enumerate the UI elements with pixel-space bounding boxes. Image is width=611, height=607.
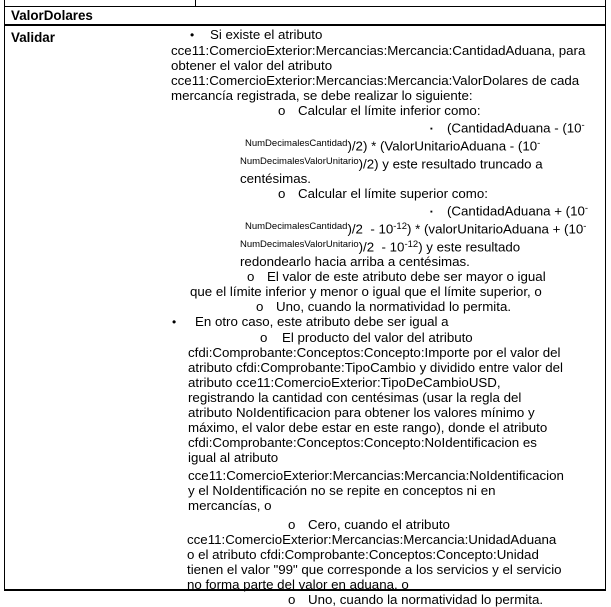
- line-text: El valor de este atributo debe ser mayor o igual: [267, 269, 546, 284]
- line-text: Si existe el atributo: [210, 27, 323, 42]
- superscript-text: NumDecimalesCantidad: [245, 138, 348, 149]
- line-text: cce11:ComercioExterior:Mercancias:Mercancia:UnidadAduana: [187, 532, 557, 547]
- superscript-text: NumDecimalesValorUnitario: [240, 155, 359, 167]
- row-label: Validar: [11, 30, 55, 45]
- list-marker: o: [247, 269, 255, 284]
- content-line: [187, 577, 605, 592]
- content-line: [188, 375, 605, 390]
- content-line: [288, 517, 605, 532]
- content-line: [171, 58, 605, 73]
- list-marker: •: [190, 28, 195, 42]
- content-line: [247, 269, 605, 284]
- content-line: [245, 219, 605, 237]
- line-text: Uno, cuando la normatividad lo permita.: [276, 299, 512, 314]
- list-marker: o: [256, 299, 264, 314]
- content-line: [188, 390, 605, 405]
- content-line: [190, 27, 605, 43]
- line-text: )/2) * (ValorUnitarioAduana - (10: [347, 138, 538, 154]
- content-line: [187, 547, 605, 562]
- line-text: Cero, cuando el atributo: [308, 517, 450, 532]
- validation-table: [4, 0, 606, 607]
- content-line: [188, 498, 605, 513]
- line-text: cce11:ComercioExterior:Mercancias:Mercancia:ValorDolares de cada: [171, 73, 580, 88]
- line-text: En otro caso, este atributo debe ser igual a: [195, 314, 449, 329]
- previous-row-sliver: [5, 0, 605, 7]
- content-line: [188, 405, 605, 420]
- content-line: [256, 299, 605, 314]
- line-text: ) * (valorUnitarioAduana + (10: [407, 221, 584, 237]
- list-marker: ▪: [430, 124, 433, 133]
- superscript-text: -: [583, 221, 587, 232]
- line-text: El producto del valor del atributo: [282, 330, 473, 345]
- line-text: )/2 - 10: [347, 221, 394, 237]
- content-line: [172, 314, 605, 330]
- column-divider: [195, 0, 196, 6]
- list-marker: o: [260, 330, 268, 345]
- line-text: Calcular el límite inferior como:: [298, 103, 481, 118]
- content-line: [188, 420, 605, 435]
- content-line: [240, 237, 605, 255]
- line-text: Calcular el límite superior como:: [298, 186, 488, 201]
- line-text: o el atributo cfdi:Comprobante:Conceptos:Concepto:Unidad: [187, 547, 539, 562]
- line-text: máximo, el valor debe estar en este rango), donde el atributo: [188, 420, 548, 435]
- line-text: )/2) y este resultado truncado a: [358, 156, 543, 171]
- content-line: [171, 43, 605, 58]
- content-line: [188, 360, 605, 375]
- line-text: (CantidadAduana + (10: [447, 203, 585, 219]
- line-text: cce11:ComercioExterior:Mercancias:Mercancia:CantidadAduana, para: [171, 43, 586, 58]
- content-line: [430, 201, 605, 219]
- content-line: [260, 330, 605, 345]
- content-line: [240, 154, 605, 172]
- list-marker: ▪: [430, 207, 433, 216]
- row-label-cell: [5, 26, 168, 590]
- content-line: [171, 88, 605, 103]
- line-text: tienen el valor "99" que corresponde a los servicios y el servicio: [187, 562, 562, 577]
- line-text: )/2 - 10: [358, 239, 405, 254]
- line-text: y el NoIdentificación no se repite en conceptos ni en: [188, 483, 496, 498]
- content-line: [245, 136, 605, 154]
- line-text: obtener el valor del atributo: [171, 58, 333, 73]
- content-line: [171, 73, 605, 88]
- list-marker: o: [288, 592, 296, 607]
- content-line: [188, 450, 605, 465]
- content-line: [188, 345, 605, 360]
- line-text: registrando la cantidad con centésimas (usar la regla del: [188, 390, 522, 405]
- line-text: atributo NoIdentificacion para obtener los valores mínimo y: [188, 405, 535, 420]
- line-text: cfdi:Comprobante:Conceptos:Concepto:Importe por el valor del: [188, 345, 561, 360]
- line-text: ) y este resultado: [418, 239, 521, 254]
- line-text: que el límite inferior y menor o igual que el límite superior, o: [190, 284, 542, 299]
- content-line: [278, 103, 605, 118]
- list-marker: o: [278, 103, 286, 118]
- content-line: [240, 254, 605, 269]
- content-line: [190, 284, 605, 299]
- content-line: [288, 592, 605, 607]
- line-text: centésimas.: [240, 171, 311, 186]
- content-line: [430, 118, 605, 136]
- line-text: mercancías, o: [188, 498, 272, 513]
- line-text: igual al atributo: [188, 450, 279, 465]
- line-text: no forma parte del valor en aduana, o: [187, 577, 409, 592]
- list-marker: o: [288, 517, 296, 532]
- superscript-text: -: [537, 138, 541, 149]
- content-cell: [168, 26, 605, 607]
- table-body-row: [5, 26, 605, 607]
- line-text: (CantidadAduana - (10: [447, 120, 582, 136]
- superscript-text: -: [584, 203, 589, 214]
- content-line: [278, 186, 605, 201]
- line-text: mercancía registrada, se debe realizar lo siguiente:: [171, 88, 473, 103]
- superscript-text: NumDecimalesCantidad: [245, 221, 348, 232]
- content-line: [187, 532, 605, 547]
- content-line: [188, 435, 605, 450]
- content-line: [188, 483, 605, 498]
- attribute-name-header: ValorDolares: [11, 8, 93, 23]
- line-text: cfdi:Comprobante:Conceptos:Concepto:NoIdentificacion es: [188, 435, 537, 450]
- content-line: [187, 562, 605, 577]
- superscript-text: -: [581, 120, 585, 131]
- list-marker: o: [278, 186, 286, 201]
- table-header-row: [5, 7, 605, 26]
- superscript-text: -12: [404, 238, 419, 250]
- line-text: cce11:ComercioExterior:Mercancias:Mercancia:NoIdentificacion: [188, 468, 564, 483]
- superscript-text: NumDecimalesValorUnitario: [240, 238, 359, 250]
- line-text: redondearlo hacia arriba a centésimas.: [240, 254, 470, 269]
- content-line: [240, 171, 605, 186]
- list-marker: •: [172, 315, 177, 329]
- line-text: Uno, cuando la normatividad lo permita.: [308, 592, 544, 607]
- line-text: atributo cce11:ComercioExterior:TipoDeCambioUSD,: [188, 375, 501, 390]
- content-line: [188, 468, 605, 483]
- line-text: atributo cfdi:Comprobante:TipoCambio y dividido entre valor del: [188, 360, 563, 375]
- superscript-text: -12: [393, 221, 407, 232]
